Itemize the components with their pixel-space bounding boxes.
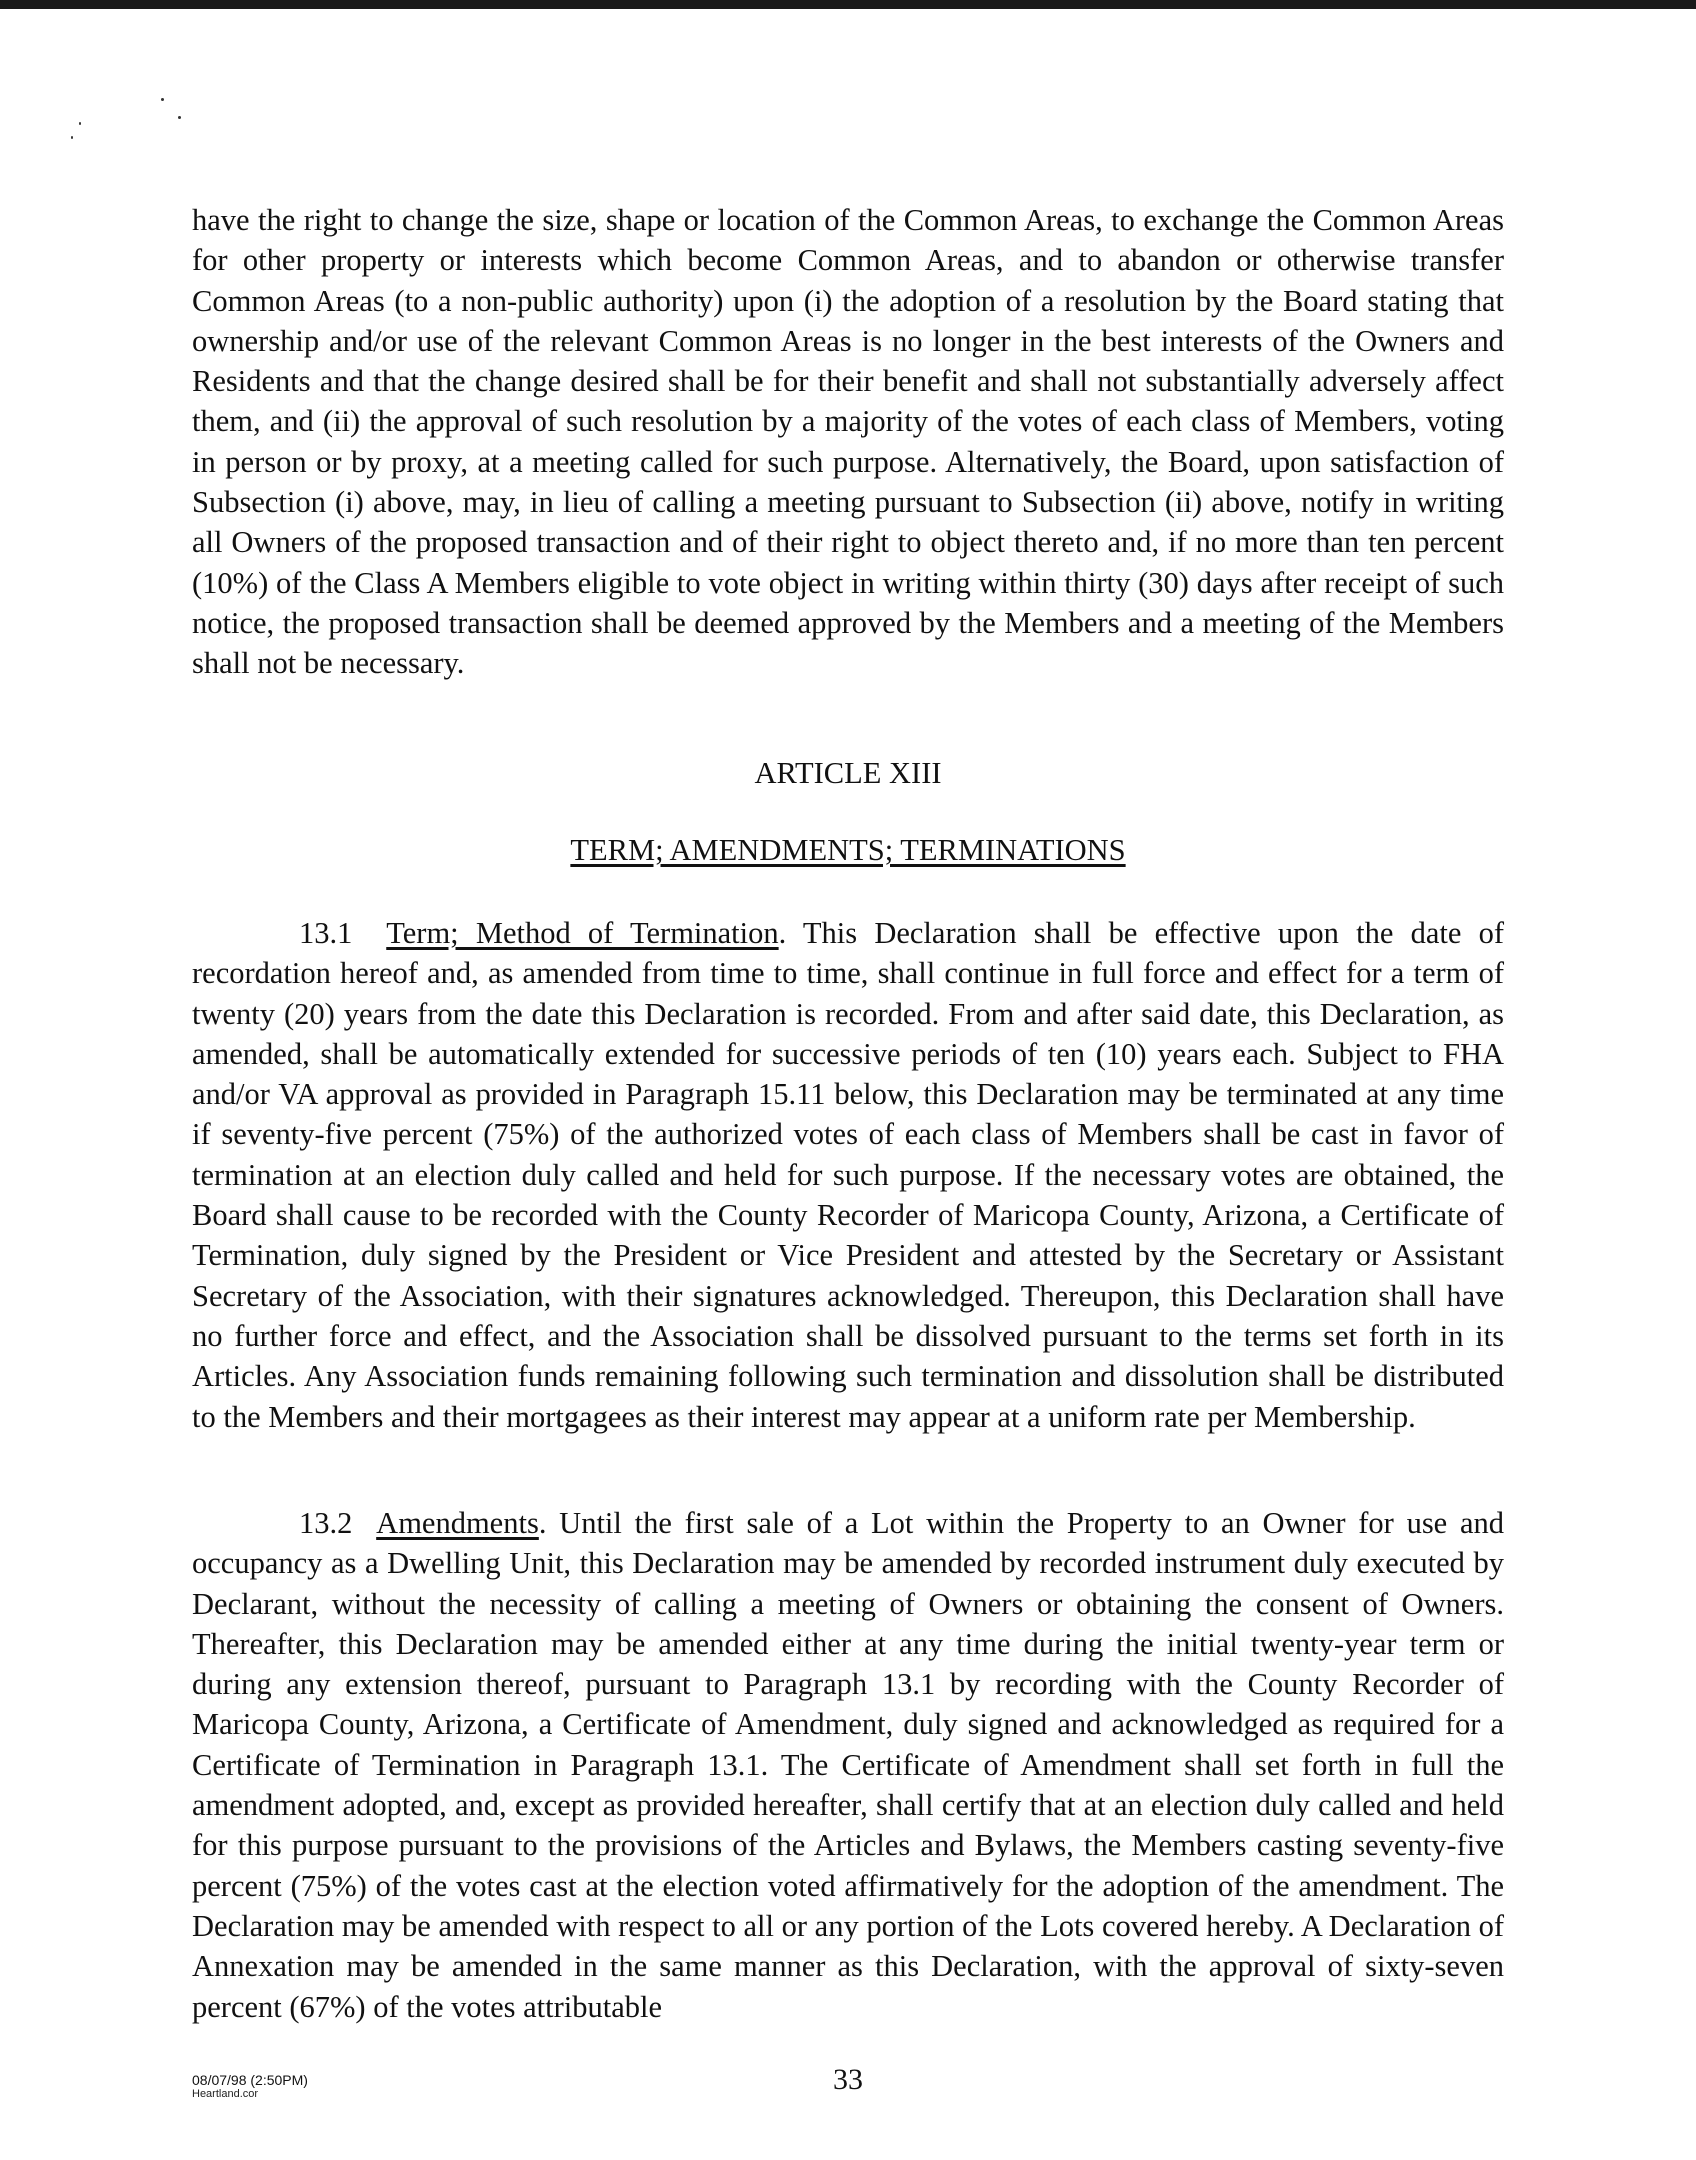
section-13-1 [192, 913, 1504, 1437]
scan-speck [71, 136, 73, 139]
section-13-2 [192, 1503, 1504, 2027]
section-heading: Term; Method of Termination [386, 916, 779, 950]
scan-speck [178, 116, 181, 119]
article-number: ARTICLE XIII [754, 756, 942, 790]
scan-speck [79, 122, 81, 125]
section-number: 13.1 [299, 916, 353, 950]
continued-paragraph: have the right to change the size, shape or location of the Common Areas, to exchange the Common Areas for other property or interests which become Common Areas, and to abandon or otherwise transfer Common Areas (to a non-public authority) upon (i) the adoption of a resolution by the Board stating that ownership and/or use of the relevant Common Areas is no longer in the best interests of the Owners and Residents and that the change desired shall be for their benefit and shall not substantially adversely affect them, and (ii) the approval of such resolution by a majority of the votes of each class of Members, voting in person or by proxy, at a meeting called for such purpose. Alternatively, the Board, upon satisfaction of Subsection (i) above, may, in lieu of calling a meeting pursuant to Subsection (ii) above, notify in writing all Owners of the proposed transaction and of their right to object thereto and, if no more than ten percent (10%) of the Class A Members eligible to vote object in writing within thirty (30) days after receipt of such notice, the proposed transaction shall be deemed approved by the Members and a meeting of the Members shall not be necessary. [192, 203, 1504, 681]
section-heading: Amendments [376, 1506, 539, 1540]
section-text: . This Declaration shall be effective upon the date of recordation hereof and, as amended from time to time, shall continue in full force and effect for a term of twenty (20) years from the date this Declaration is recorded. From and after said date, this Declaration, as amended, shall be automatically extended for successive periods of ten (10) years each. Subject to FHA and/or VA approval as provided in Paragraph 15.11 below, this Declaration may be terminated at any time if seventy-five percent (75%) of the authorized votes of each class of Members shall be cast in favor of termination at an election duly called and held for such purpose. If the necessary votes are obtained, the Board shall cause to be recorded with the County Recorder of Maricopa County, Arizona, a Certificate of Termination, duly signed by the President or Vice President and attested by the Secretary or Assistant Secretary of the Association, with their signatures acknowledged. Thereupon, this Declaration shall have no further force and effect, and the Association shall be dissolved pursuant to the terms set forth in its Articles. Any Association funds remaining following such termination and dissolution shall be distributed to the Members and their mortgagees as their interest may appear at a uniform rate per Membership. [192, 916, 1504, 1434]
article-title [192, 830, 1504, 870]
scan-top-edge [0, 0, 1696, 9]
footer-file-name: Heartland.cor [192, 2088, 259, 2100]
scan-speck [161, 98, 164, 101]
page-number: 33 [833, 2063, 863, 2096]
article-title-text: TERM; AMENDMENTS; TERMINATIONS [570, 833, 1126, 867]
section-text: . Until the first sale of a Lot within the Property to an Owner for use and occupancy as a Dwelling Unit, this Declaration may be amended by recorded instrument duly executed by Declarant, without the necessity of calling a meeting of Owners or obtaining the consent of Owners. Thereafter, this Declaration may be amended either at any time during the initial twenty-year term or during any extension thereof, pursuant to Paragraph 13.1 by recording with the County Recorder of Maricopa County, Arizona, a Certificate of Amendment, duly signed and acknowledged as required for a Certificate of Termination in Paragraph 13.1. The Certificate of Amendment shall set forth in full the amendment adopted, and, except as provided hereafter, shall certify that at an election duly called and held for this purpose pursuant to the provisions of the Articles and Bylaws, the Members casting seventy-five percent (75%) of the votes cast at the election voted affirmatively for the adoption of the amendment. The Declaration may be amended with respect to all or any portion of the Lots covered hereby. A Declaration of Annexation may be amended in the same manner as this Declaration, with the approval of sixty-seven percent (67%) of the votes attributable [192, 1506, 1504, 2024]
footer-date-stamp: 08/07/98 (2:50PM) [192, 2072, 308, 2088]
section-number: 13.2 [299, 1506, 353, 1540]
